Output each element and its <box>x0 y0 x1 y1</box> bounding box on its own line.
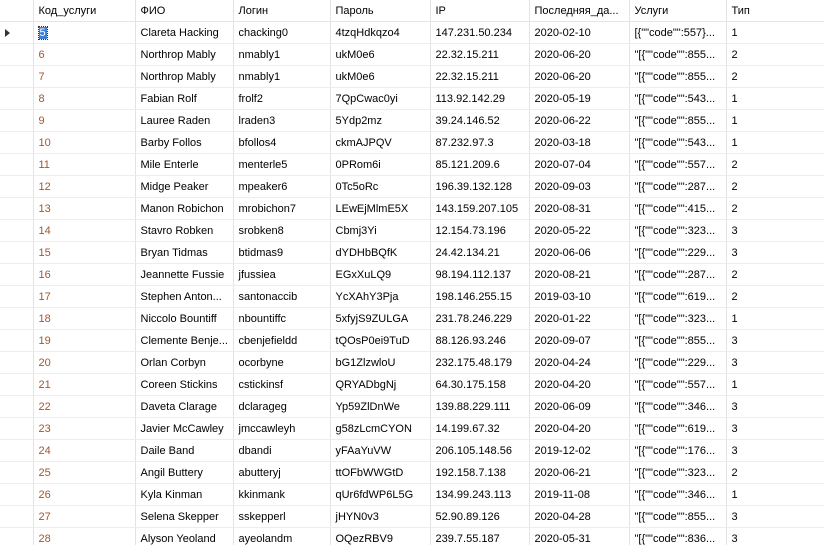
cell-password[interactable]: qUr6fdWP6L5G <box>330 484 430 506</box>
col-header-services[interactable]: Услуги <box>629 0 726 22</box>
cell-type[interactable]: 1 <box>726 132 824 154</box>
cell-type[interactable]: 1 <box>726 484 824 506</box>
cell-code-value: 25 <box>38 466 51 479</box>
cell-type[interactable]: 2 <box>726 154 824 176</box>
cell-ip[interactable]: 98.194.112.137 <box>430 264 529 286</box>
cell-login[interactable]: btidmas9 <box>233 242 330 264</box>
cell-fio[interactable]: Clemente Benje... <box>135 330 233 352</box>
cell-password[interactable]: yFAaYuVW <box>330 440 430 462</box>
cell-services[interactable]: "[{""code"":323... <box>629 220 726 242</box>
cell-last-date[interactable]: 2020-02-10 <box>529 22 629 44</box>
cell-ip[interactable]: 139.88.229.111 <box>430 396 529 418</box>
cell-login[interactable]: santonaccib <box>233 286 330 308</box>
table-row[interactable] <box>0 110 824 132</box>
table-row[interactable] <box>0 462 824 484</box>
cell-type[interactable]: 2 <box>726 462 824 484</box>
cell-ip[interactable]: 147.231.50.234 <box>430 22 529 44</box>
col-header-login[interactable]: Логин <box>233 0 330 22</box>
cell-last-date[interactable]: 2020-04-24 <box>529 352 629 374</box>
cell-last-date[interactable]: 2020-05-31 <box>529 528 629 545</box>
cell-ip[interactable]: 24.42.134.21 <box>430 242 529 264</box>
col-header-code[interactable]: Код_услуги <box>33 0 135 22</box>
cell-services[interactable]: "[{""code"":543... <box>629 132 726 154</box>
cell-ip[interactable]: 113.92.142.29 <box>430 88 529 110</box>
cell-login[interactable]: jfussiea <box>233 264 330 286</box>
col-header-last-date[interactable]: Последняя_да... <box>529 0 629 22</box>
cell-ip[interactable]: 12.154.73.196 <box>430 220 529 242</box>
cell-code[interactable] <box>33 264 135 286</box>
row-selector[interactable] <box>0 22 33 44</box>
row-selector[interactable] <box>0 176 33 198</box>
cell-type[interactable]: 3 <box>726 220 824 242</box>
cell-last-date[interactable]: 2020-05-19 <box>529 88 629 110</box>
cell-ip[interactable]: 52.90.89.126 <box>430 506 529 528</box>
cell-code-value: 17 <box>38 290 51 303</box>
cell-last-date[interactable]: 2019-11-08 <box>529 484 629 506</box>
row-selector[interactable] <box>0 132 33 154</box>
cell-type[interactable]: 3 <box>726 396 824 418</box>
cell-ip[interactable]: 206.105.148.56 <box>430 440 529 462</box>
cell-code[interactable] <box>33 418 135 440</box>
cell-code-value: 22 <box>38 400 51 413</box>
cell-fio[interactable]: Jeannette Fussie <box>135 264 233 286</box>
cell-fio[interactable]: Barby Follos <box>135 132 233 154</box>
cell-password[interactable]: EGxXuLQ9 <box>330 264 430 286</box>
row-selector[interactable] <box>0 66 33 88</box>
cell-fio[interactable]: Daile Band <box>135 440 233 462</box>
cell-last-date[interactable]: 2020-03-18 <box>529 132 629 154</box>
cell-password[interactable]: ckmAJPQV <box>330 132 430 154</box>
cell-last-date[interactable]: 2020-06-21 <box>529 462 629 484</box>
cell-code-value: 15 <box>38 246 51 259</box>
cell-ip[interactable]: 87.232.97.3 <box>430 132 529 154</box>
cell-last-date[interactable]: 2020-01-22 <box>529 308 629 330</box>
cell-code[interactable] <box>33 396 135 418</box>
cell-last-date[interactable]: 2020-04-20 <box>529 418 629 440</box>
cell-services[interactable]: "[{""code"":855... <box>629 110 726 132</box>
cell-login[interactable]: frolf2 <box>233 88 330 110</box>
cell-password[interactable]: ukM0e6 <box>330 66 430 88</box>
table-row[interactable] <box>0 22 824 44</box>
table-row[interactable] <box>0 308 824 330</box>
cell-type[interactable]: 3 <box>726 528 824 545</box>
cell-password[interactable]: YcXAhY3Pja <box>330 286 430 308</box>
cell-ip[interactable]: 143.159.207.105 <box>430 198 529 220</box>
cell-code-value: 24 <box>38 444 51 457</box>
cell-code-value: 7 <box>38 70 45 83</box>
cell-services[interactable]: "[{""code"":836... <box>629 528 726 545</box>
cell-password[interactable]: ttOFbWWGtD <box>330 462 430 484</box>
cell-ip[interactable]: 22.32.15.211 <box>430 44 529 66</box>
cell-type[interactable]: 1 <box>726 308 824 330</box>
cell-type[interactable]: 3 <box>726 506 824 528</box>
cell-type[interactable]: 2 <box>726 264 824 286</box>
cell-last-date[interactable]: 2020-06-09 <box>529 396 629 418</box>
row-selector[interactable] <box>0 462 33 484</box>
cell-login[interactable]: dbandi <box>233 440 330 462</box>
cell-last-date[interactable]: 2020-06-20 <box>529 66 629 88</box>
cell-services[interactable]: "[{""code"":229... <box>629 352 726 374</box>
cell-type[interactable]: 1 <box>726 110 824 132</box>
table-row[interactable] <box>0 264 824 286</box>
cell-last-date[interactable]: 2020-06-20 <box>529 44 629 66</box>
cell-fio[interactable]: Stavro Robken <box>135 220 233 242</box>
row-selector[interactable] <box>0 264 33 286</box>
cell-ip[interactable]: 64.30.175.158 <box>430 374 529 396</box>
row-selector[interactable] <box>0 154 33 176</box>
table-row[interactable] <box>0 352 824 374</box>
cell-login[interactable]: nbountiffc <box>233 308 330 330</box>
table-row[interactable] <box>0 44 824 66</box>
row-selector[interactable] <box>0 44 33 66</box>
table-row[interactable] <box>0 66 824 88</box>
cell-password[interactable]: LEwEjMlmE5X <box>330 198 430 220</box>
cell-password[interactable]: QRYADbgNj <box>330 374 430 396</box>
cell-last-date[interactable]: 2020-08-31 <box>529 198 629 220</box>
cell-password[interactable]: 7QpCwac0yi <box>330 88 430 110</box>
cell-ip[interactable]: 192.158.7.138 <box>430 462 529 484</box>
cell-code[interactable] <box>33 440 135 462</box>
cell-fio[interactable]: Stephen Anton... <box>135 286 233 308</box>
row-selector[interactable] <box>0 286 33 308</box>
cell-code[interactable] <box>33 154 135 176</box>
cell-fio[interactable]: Mile Enterle <box>135 154 233 176</box>
cell-type[interactable]: 1 <box>726 22 824 44</box>
cell-services[interactable]: "[{""code"":557... <box>629 154 726 176</box>
cell-last-date[interactable]: 2020-09-07 <box>529 330 629 352</box>
cell-last-date[interactable]: 2020-04-20 <box>529 374 629 396</box>
cell-services[interactable]: "[{""code"":287... <box>629 264 726 286</box>
cell-fio[interactable]: Lauree Raden <box>135 110 233 132</box>
cell-code-value: 13 <box>38 202 51 215</box>
cell-fio[interactable]: Midge Peaker <box>135 176 233 198</box>
cell-password[interactable]: 5Ydp2mz <box>330 110 430 132</box>
cell-code-value: 16 <box>38 268 51 281</box>
cell-services[interactable]: "[{""code"":557... <box>629 374 726 396</box>
cell-login[interactable]: kkinmank <box>233 484 330 506</box>
cell-code[interactable] <box>33 176 135 198</box>
row-header-corner <box>0 0 33 22</box>
cell-services[interactable]: "[{""code"":855... <box>629 506 726 528</box>
cell-last-date[interactable]: 2020-09-03 <box>529 176 629 198</box>
cell-code-value: 11 <box>38 158 50 171</box>
cell-services[interactable]: [{""code"":557}... <box>629 22 726 44</box>
cell-ip[interactable]: 22.32.15.211 <box>430 66 529 88</box>
cell-code-value: 21 <box>38 378 51 391</box>
cell-password[interactable]: 5xfyjS9ZULGA <box>330 308 430 330</box>
row-selector[interactable] <box>0 396 33 418</box>
cell-login[interactable]: chacking0 <box>233 22 330 44</box>
cell-code[interactable] <box>33 220 135 242</box>
cell-services[interactable]: "[{""code"":229... <box>629 242 726 264</box>
cell-code-value: 18 <box>38 312 51 325</box>
current-row-arrow-icon <box>5 29 10 37</box>
cell-login[interactable]: cstickinsf <box>233 374 330 396</box>
cell-last-date[interactable]: 2020-08-21 <box>529 264 629 286</box>
cell-services[interactable]: "[{""code"":415... <box>629 198 726 220</box>
cell-login[interactable]: nmably1 <box>233 44 330 66</box>
row-selector[interactable] <box>0 242 33 264</box>
cell-code[interactable] <box>33 330 135 352</box>
cell-services[interactable]: "[{""code"":346... <box>629 396 726 418</box>
row-selector[interactable] <box>0 88 33 110</box>
cell-ip[interactable]: 134.99.243.113 <box>430 484 529 506</box>
cell-code-value: 9 <box>38 114 45 127</box>
table-row[interactable] <box>0 528 824 545</box>
row-selector[interactable] <box>0 352 33 374</box>
cell-login[interactable]: lraden3 <box>233 110 330 132</box>
cell-fio[interactable]: Kyla Kinman <box>135 484 233 506</box>
cell-fio[interactable]: Manon Robichon <box>135 198 233 220</box>
cell-code[interactable] <box>33 88 135 110</box>
cell-ip[interactable]: 239.7.55.187 <box>430 528 529 545</box>
cell-login[interactable]: sskepperl <box>233 506 330 528</box>
col-header-type[interactable]: Тип <box>726 0 824 22</box>
cell-fio[interactable]: Daveta Clarage <box>135 396 233 418</box>
cell-code-value: 26 <box>38 488 51 501</box>
cell-login[interactable]: ayeolandm <box>233 528 330 545</box>
row-selector[interactable] <box>0 374 33 396</box>
grid-body <box>0 22 824 545</box>
cell-fio[interactable]: Angil Buttery <box>135 462 233 484</box>
cell-ip[interactable]: 88.126.93.246 <box>430 330 529 352</box>
cell-type[interactable]: 2 <box>726 44 824 66</box>
cell-services[interactable]: "[{""code"":855... <box>629 330 726 352</box>
cell-code[interactable] <box>33 132 135 154</box>
table-row[interactable] <box>0 286 824 308</box>
cell-services[interactable]: "[{""code"":543... <box>629 88 726 110</box>
cell-password[interactable]: ukM0e6 <box>330 44 430 66</box>
cell-services[interactable]: "[{""code"":619... <box>629 418 726 440</box>
row-selector[interactable] <box>0 110 33 132</box>
cell-services[interactable]: "[{""code"":287... <box>629 176 726 198</box>
cell-password[interactable]: Yp59ZlDnWe <box>330 396 430 418</box>
cell-services[interactable]: "[{""code"":855... <box>629 44 726 66</box>
cell-ip[interactable]: 39.24.146.52 <box>430 110 529 132</box>
cell-password[interactable]: 0Tc5oRc <box>330 176 430 198</box>
table-row[interactable] <box>0 506 824 528</box>
cell-code-value: 8 <box>38 92 45 105</box>
cell-fio[interactable]: Javier McCawley <box>135 418 233 440</box>
cell-fio[interactable]: Alyson Yeoland <box>135 528 233 545</box>
cell-services[interactable]: "[{""code"":323... <box>629 308 726 330</box>
table-row[interactable] <box>0 330 824 352</box>
cell-fio[interactable]: Bryan Tidmas <box>135 242 233 264</box>
cell-code[interactable] <box>33 352 135 374</box>
cell-login[interactable]: dclarageg <box>233 396 330 418</box>
cell-password[interactable]: jHYN0v3 <box>330 506 430 528</box>
cell-type[interactable]: 2 <box>726 176 824 198</box>
table-row[interactable] <box>0 242 824 264</box>
cell-last-date[interactable]: 2020-06-22 <box>529 110 629 132</box>
table-row[interactable] <box>0 374 824 396</box>
cell-password[interactable]: 4tzqHdkqzo4 <box>330 22 430 44</box>
col-header-ip[interactable]: IP <box>430 0 529 22</box>
cell-type[interactable]: 2 <box>726 286 824 308</box>
cell-password[interactable]: 0PRom6i <box>330 154 430 176</box>
cell-password[interactable]: OQezRBV9 <box>330 528 430 545</box>
col-header-fio[interactable]: ФИО <box>135 0 233 22</box>
cell-last-date[interactable]: 2019-12-02 <box>529 440 629 462</box>
cell-type[interactable]: 3 <box>726 352 824 374</box>
cell-login[interactable]: bfollos4 <box>233 132 330 154</box>
cell-code-value: 19 <box>38 334 51 347</box>
cell-code-value: 20 <box>38 356 51 369</box>
cell-code-value: 6 <box>38 48 45 61</box>
row-selector[interactable] <box>0 198 33 220</box>
row-selector[interactable] <box>0 418 33 440</box>
cell-fio[interactable]: Coreen Stickins <box>135 374 233 396</box>
table-row[interactable] <box>0 198 824 220</box>
cell-password[interactable]: bG1ZlzwloU <box>330 352 430 374</box>
cell-ip[interactable]: 14.199.67.32 <box>430 418 529 440</box>
cell-login[interactable]: nmably1 <box>233 66 330 88</box>
cell-fio[interactable]: Selena Skepper <box>135 506 233 528</box>
cell-fio[interactable]: Northrop Mably <box>135 66 233 88</box>
row-selector[interactable] <box>0 330 33 352</box>
cell-last-date[interactable]: 2019-03-10 <box>529 286 629 308</box>
cell-type[interactable]: 1 <box>726 88 824 110</box>
cell-code[interactable] <box>33 44 135 66</box>
table-row[interactable] <box>0 484 824 506</box>
cell-type[interactable]: 2 <box>726 198 824 220</box>
cell-ip[interactable]: 198.146.255.15 <box>430 286 529 308</box>
cell-fio[interactable]: Clareta Hacking <box>135 22 233 44</box>
cell-fio[interactable]: Niccolo Bountiff <box>135 308 233 330</box>
row-selector[interactable] <box>0 220 33 242</box>
cell-code[interactable] <box>33 66 135 88</box>
cell-code[interactable] <box>33 286 135 308</box>
table-row[interactable] <box>0 418 824 440</box>
cell-last-date[interactable]: 2020-06-06 <box>529 242 629 264</box>
cell-type[interactable]: 3 <box>726 242 824 264</box>
cell-fio[interactable]: Orlan Corbyn <box>135 352 233 374</box>
table-row[interactable] <box>0 440 824 462</box>
cell-login[interactable]: abutteryj <box>233 462 330 484</box>
cell-code-value: 5 <box>39 26 46 39</box>
cell-login[interactable]: mrobichon7 <box>233 198 330 220</box>
cell-password[interactable]: g58zLcmCYON <box>330 418 430 440</box>
cell-last-date[interactable]: 2020-05-22 <box>529 220 629 242</box>
cell-services[interactable]: "[{""code"":346... <box>629 484 726 506</box>
cell-type[interactable]: 3 <box>726 418 824 440</box>
cell-type[interactable]: 3 <box>726 330 824 352</box>
cell-ip[interactable]: 232.175.48.179 <box>430 352 529 374</box>
table-row[interactable] <box>0 176 824 198</box>
cell-code[interactable] <box>33 506 135 528</box>
table-row[interactable] <box>0 220 824 242</box>
cell-code-value: 12 <box>38 180 51 193</box>
row-selector[interactable] <box>0 440 33 462</box>
cell-ip[interactable]: 196.39.132.128 <box>430 176 529 198</box>
cell-code-value: 10 <box>38 136 51 149</box>
header-row <box>0 0 824 22</box>
row-selector[interactable] <box>0 506 33 528</box>
cell-last-date[interactable]: 2020-04-28 <box>529 506 629 528</box>
cell-code[interactable] <box>33 374 135 396</box>
cell-code[interactable] <box>33 308 135 330</box>
row-selector[interactable] <box>0 484 33 506</box>
cell-services[interactable]: "[{""code"":619... <box>629 286 726 308</box>
cell-login[interactable]: menterle5 <box>233 154 330 176</box>
cell-code[interactable] <box>33 110 135 132</box>
cell-type[interactable]: 1 <box>726 374 824 396</box>
cell-code[interactable] <box>33 528 135 545</box>
cell-code-value: 27 <box>38 510 51 523</box>
cell-login[interactable]: srobken8 <box>233 220 330 242</box>
cell-type[interactable]: 2 <box>726 66 824 88</box>
table-row[interactable] <box>0 396 824 418</box>
cell-login[interactable]: cbenjefieldd <box>233 330 330 352</box>
cell-code[interactable] <box>33 484 135 506</box>
cell-password[interactable]: tQOsP0ei9TuD <box>330 330 430 352</box>
cell-services[interactable]: "[{""code"":855... <box>629 66 726 88</box>
cell-login[interactable]: ocorbyne <box>233 352 330 374</box>
table-row[interactable] <box>0 132 824 154</box>
cell-login[interactable]: mpeaker6 <box>233 176 330 198</box>
cell-ip[interactable]: 85.121.209.6 <box>430 154 529 176</box>
cell-last-date[interactable]: 2020-07-04 <box>529 154 629 176</box>
cell-type[interactable]: 3 <box>726 440 824 462</box>
cell-code[interactable] <box>33 242 135 264</box>
row-selector[interactable] <box>0 308 33 330</box>
cell-password[interactable]: Cbmj3Yi <box>330 220 430 242</box>
table-row[interactable] <box>0 88 824 110</box>
cell-services[interactable]: "[{""code"":176... <box>629 440 726 462</box>
table-row[interactable] <box>0 154 824 176</box>
cell-ip[interactable]: 231.78.246.229 <box>430 308 529 330</box>
col-header-password[interactable]: Пароль <box>330 0 430 22</box>
cell-code[interactable] <box>33 462 135 484</box>
cell-services[interactable]: "[{""code"":323... <box>629 462 726 484</box>
cell-password[interactable]: dYDHbBQfK <box>330 242 430 264</box>
cell-fio[interactable]: Northrop Mably <box>135 44 233 66</box>
cell-code-value: 23 <box>38 422 51 435</box>
row-selector[interactable] <box>0 528 33 545</box>
cell-code[interactable] <box>33 22 135 44</box>
cell-fio[interactable]: Fabian Rolf <box>135 88 233 110</box>
cell-code-value: 28 <box>38 532 51 545</box>
cell-code-value: 14 <box>38 224 51 237</box>
cell-code[interactable] <box>33 198 135 220</box>
cell-login[interactable]: jmccawleyh <box>233 418 330 440</box>
